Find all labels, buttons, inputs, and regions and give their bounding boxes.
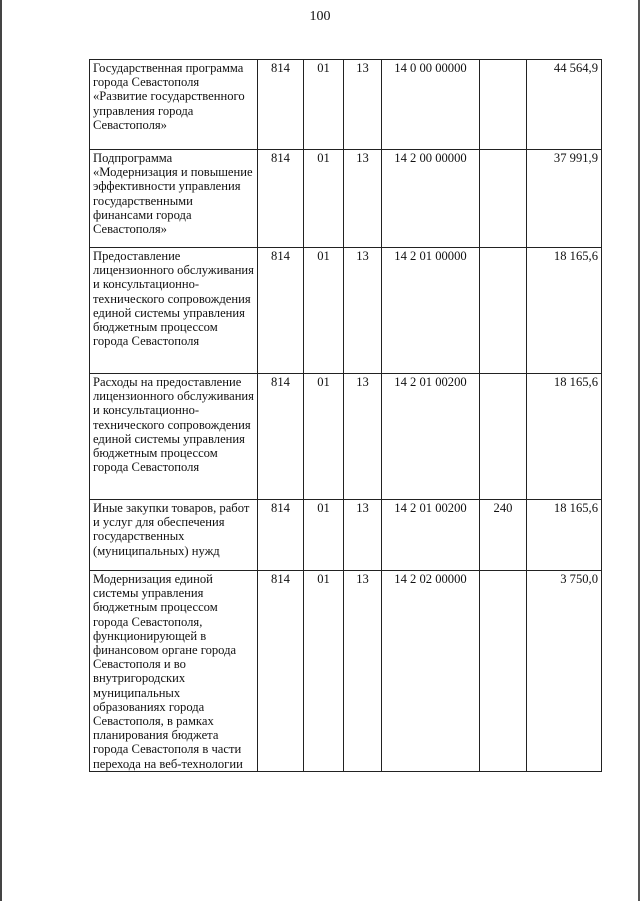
section-cell: 01 — [304, 60, 344, 150]
subsection-cell: 13 — [344, 500, 382, 571]
gr-code-cell: 814 — [258, 500, 304, 571]
expense-type-cell — [480, 150, 527, 248]
table-row — [90, 248, 602, 374]
subsection-cell: 13 — [344, 150, 382, 248]
gr-code-cell: 814 — [258, 150, 304, 248]
subsection-cell: 13 — [344, 248, 382, 374]
page-number: 100 — [309, 9, 331, 24]
table-row — [90, 374, 602, 500]
section-cell: 01 — [304, 248, 344, 374]
amount-cell: 44 564,9 — [527, 60, 602, 150]
amount-cell: 18 165,6 — [527, 248, 602, 374]
row-name-cell: Предоставление лицензионного обслуживания и консультационно-технического сопровождения единой системы управления бюджетным процессом города Севастополя — [90, 248, 258, 374]
table-row — [90, 500, 602, 571]
table-row — [90, 571, 602, 772]
gr-code-cell: 814 — [258, 374, 304, 500]
row-name-cell: Иные закупки товаров, работ и услуг для обеспечения государственных (муниципальных) нужд — [90, 500, 258, 571]
gr-code-cell: 814 — [258, 248, 304, 374]
budget-table — [89, 59, 602, 772]
gr-code-cell: 814 — [258, 571, 304, 772]
amount-cell: 18 165,6 — [527, 374, 602, 500]
section-cell: 01 — [304, 500, 344, 571]
row-name-cell: Расходы на предоставление лицензионного обслуживания и консультационно-технического сопровождения единой системы управления бюджетным процессом города Севастополя — [90, 374, 258, 500]
amount-cell: 3 750,0 — [527, 571, 602, 772]
target-code-cell: 14 0 00 00000 — [382, 60, 480, 150]
expense-type-cell — [480, 571, 527, 772]
target-code-cell: 14 2 02 00000 — [382, 571, 480, 772]
target-code-cell: 14 2 00 00000 — [382, 150, 480, 248]
row-name-cell: Подпрограмма «Модернизация и повышение эффективности управления государственными финансами города Севастополя» — [90, 150, 258, 248]
section-cell: 01 — [304, 150, 344, 248]
subsection-cell: 13 — [344, 60, 382, 150]
row-name-cell: Государственная программа города Севастополя «Развитие государственного управления города Севастополя» — [90, 60, 258, 150]
target-code-cell: 14 2 01 00000 — [382, 248, 480, 374]
expense-type-cell — [480, 60, 527, 150]
expense-type-cell: 240 — [480, 500, 527, 571]
expense-type-cell — [480, 374, 527, 500]
gr-code-cell: 814 — [258, 60, 304, 150]
subsection-cell: 13 — [344, 374, 382, 500]
amount-cell: 37 991,9 — [527, 150, 602, 248]
subsection-cell: 13 — [344, 571, 382, 772]
section-cell: 01 — [304, 571, 344, 772]
table-row — [90, 150, 602, 248]
section-cell: 01 — [304, 374, 344, 500]
expense-type-cell — [480, 248, 527, 374]
target-code-cell: 14 2 01 00200 — [382, 374, 480, 500]
table-row — [90, 60, 602, 150]
amount-cell: 18 165,6 — [527, 500, 602, 571]
row-name-cell: Модернизация единой системы управления бюджетным процессом города Севастополя, функционирующей в финансовом органе города Севастополя и во внутригородских муниципальных образованиях города Севастополя, в рамках планирования бюджета города Севастополя в части перехода на веб-технологии — [90, 571, 258, 772]
target-code-cell: 14 2 01 00200 — [382, 500, 480, 571]
